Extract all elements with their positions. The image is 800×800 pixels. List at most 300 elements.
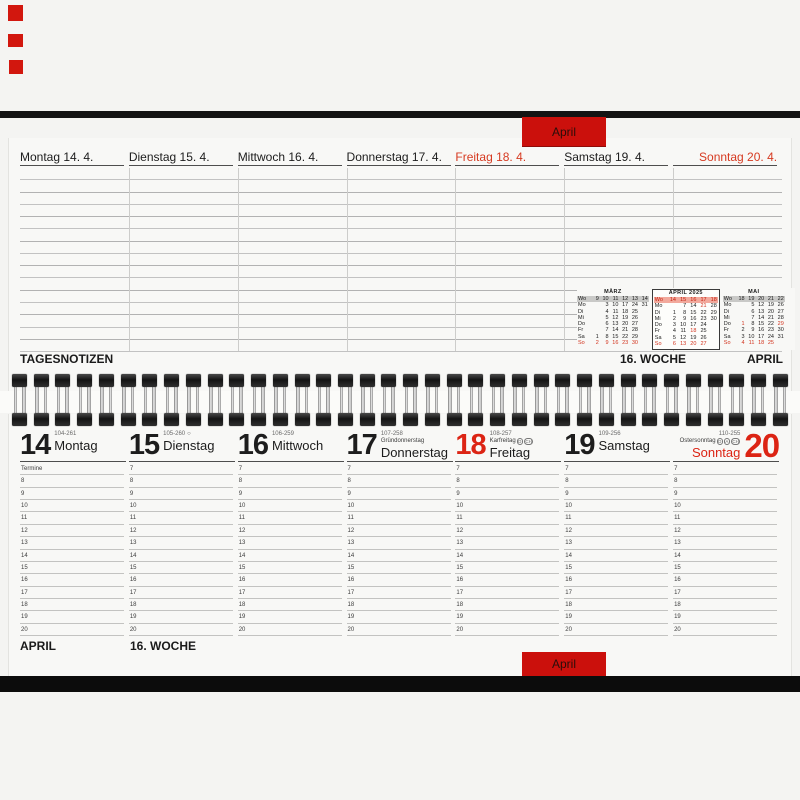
mini-day-number: 24 — [700, 322, 707, 329]
spiral-clamp-top — [534, 374, 549, 387]
hour-row: 13 — [129, 537, 233, 549]
spiral-clamp-bottom — [621, 413, 636, 426]
hour-row: 20 — [238, 624, 342, 636]
mini-day-number: 10 — [612, 302, 619, 309]
day-header-details — [54, 431, 97, 453]
hour-row: 10 — [20, 500, 124, 512]
hour-row: 12 — [238, 525, 342, 537]
spiral-clamp-bottom — [121, 413, 136, 426]
hour-row: 11 — [20, 512, 124, 524]
day-number: 19 — [564, 429, 595, 461]
mini-day-number: 2 — [741, 327, 745, 334]
hour-row: 20 — [564, 624, 668, 636]
mini-day-number: 27 — [700, 341, 707, 348]
mini-week-number: 19 — [746, 296, 756, 302]
mini-day-number: 2 — [595, 340, 599, 347]
hour-row: 8 — [564, 475, 668, 487]
mini-day-number: 23 — [700, 315, 707, 322]
mini-day-row-label: So — [578, 340, 585, 347]
day-hour-column — [20, 463, 124, 636]
spiral-clamp-bottom — [360, 413, 375, 426]
spiral-clamp-top — [55, 374, 70, 387]
spiral-loop — [316, 374, 331, 426]
hour-row: 13 — [238, 537, 342, 549]
mini-day-number: 22 — [767, 321, 774, 328]
spiral-clamp-top — [99, 374, 114, 387]
hour-row: 16 — [20, 574, 124, 586]
mini-day-number: 19 — [690, 334, 697, 341]
hour-row: 20 — [347, 624, 451, 636]
mini-day-number: 8 — [683, 309, 687, 316]
spiral-clamp-top — [642, 374, 657, 387]
mini-day-number: 4 — [741, 340, 745, 347]
mini-week-number: 15 — [677, 297, 687, 303]
spiral-loop — [360, 374, 375, 426]
hour-row: 14 — [129, 550, 233, 562]
mini-week-number: 14 — [639, 296, 649, 302]
spiral-loop — [34, 374, 49, 426]
hour-row: 8 — [673, 475, 777, 487]
spiral-loop — [251, 374, 266, 426]
calendar-base-band — [0, 676, 800, 692]
hour-row: 19 — [20, 611, 124, 623]
mini-day-number: 26 — [700, 334, 707, 341]
hour-row: 11 — [347, 512, 451, 524]
mini-day-number: 20 — [690, 341, 697, 348]
mini-day-number: 5 — [751, 302, 755, 309]
mini-day-number: 18 — [758, 340, 765, 347]
hour-row: 7 — [564, 463, 668, 475]
spiral-clamp-bottom — [99, 413, 114, 426]
hour-row: 9 — [564, 488, 668, 500]
hour-row: 16 — [129, 574, 233, 586]
mini-day-number: 28 — [777, 314, 784, 321]
hour-row: 11 — [455, 512, 559, 524]
hour-row: 10 — [347, 500, 451, 512]
spiral-clamp-top — [773, 374, 788, 387]
hour-row: 12 — [347, 525, 451, 537]
day-hour-column — [129, 463, 233, 636]
country-holiday-mark: D — [518, 439, 522, 444]
hour-row: 7 — [347, 463, 451, 475]
note-rule-line — [20, 216, 782, 217]
country-holiday-mark: D — [718, 439, 722, 444]
mini-day-number: 26 — [631, 314, 638, 321]
bottom-day-header — [129, 430, 235, 462]
spiral-clamp-bottom — [338, 413, 353, 426]
hour-row: 19 — [347, 611, 451, 623]
mini-day-number: 12 — [680, 334, 687, 341]
mini-day-number: 1 — [595, 333, 599, 340]
hour-row: 15 — [238, 562, 342, 574]
mini-day-number: 13 — [758, 308, 765, 315]
day-header-details — [381, 431, 448, 460]
spiral-clamp-bottom — [12, 413, 27, 426]
spiral-clamp-top — [164, 374, 179, 387]
mini-day-number: 12 — [612, 314, 619, 321]
spiral-clamp-top — [360, 374, 375, 387]
spiral-clamp-top — [77, 374, 92, 387]
mini-day-number: 15 — [758, 321, 765, 328]
background-red-tab — [8, 5, 23, 21]
mini-day-number: 9 — [751, 327, 755, 334]
mini-day-row-label: Mo — [578, 302, 586, 309]
mini-calendar-title: MÄRZ — [604, 289, 622, 295]
hour-row: 19 — [564, 611, 668, 623]
spiral-clamp-top — [34, 374, 49, 387]
hour-row: 8 — [20, 475, 124, 487]
bottom-day-header — [455, 430, 561, 462]
spiral-clamp-top — [121, 374, 136, 387]
spiral-clamp-top — [316, 374, 331, 387]
mini-day-number: 21 — [622, 327, 629, 334]
mini-week-number: 9 — [590, 296, 600, 302]
hour-row: 20 — [673, 624, 777, 636]
hour-row: 18 — [673, 599, 777, 611]
mini-day-row-label: Sa — [654, 334, 662, 341]
mini-day-number: 6 — [672, 341, 676, 348]
mini-day-number: 27 — [777, 308, 784, 315]
hour-row: 8 — [347, 475, 451, 487]
spiral-loop — [164, 374, 179, 426]
mini-day-number: 1 — [672, 309, 676, 316]
spiral-loop — [773, 374, 788, 426]
mini-calendar-title: APRIL 2025 — [668, 290, 703, 296]
spiral-clamp-top — [664, 374, 679, 387]
spiral-loop — [403, 374, 418, 426]
hour-row: 15 — [455, 562, 559, 574]
background-red-tab — [9, 60, 23, 74]
mini-week-number: 13 — [629, 296, 639, 302]
spiral-loop — [77, 374, 92, 426]
spiral-binding — [12, 374, 788, 426]
mini-day-number: 20 — [767, 308, 774, 315]
spiral-clamp-top — [555, 374, 570, 387]
top-day-header: Sonntag 20. 4. — [673, 150, 777, 166]
spiral-loop — [577, 374, 592, 426]
footer-week-label: 16. WOCHE — [130, 639, 197, 653]
spiral-loop — [121, 374, 136, 426]
mini-day-row-label: Do — [578, 321, 586, 328]
spiral-clamp-top — [295, 374, 310, 387]
mini-day-row-label: Fr — [723, 327, 729, 334]
mini-week-number: 14 — [667, 297, 677, 303]
spiral-clamp-bottom — [577, 413, 592, 426]
tagesnotizen-label: TAGESNOTIZEN — [20, 352, 114, 366]
spiral-clamp-top — [468, 374, 483, 387]
mini-day-number: 30 — [710, 315, 717, 322]
day-hour-column — [455, 463, 559, 636]
spiral-clamp-bottom — [251, 413, 266, 426]
spiral-loop — [142, 374, 157, 426]
day-number: 14 — [20, 429, 51, 461]
mini-day-number: 28 — [631, 327, 638, 334]
mini-day-number: 3 — [741, 333, 745, 340]
mini-day-number: 13 — [680, 341, 687, 348]
spiral-loop — [425, 374, 440, 426]
hour-row: 13 — [20, 537, 124, 549]
mini-week-number: 17 — [697, 297, 707, 303]
spiral-clamp-bottom — [447, 413, 462, 426]
mini-day-number: 15 — [690, 309, 697, 316]
mini-day-number: 1 — [741, 321, 745, 328]
day-hour-column — [347, 463, 451, 636]
mini-day-number: 20 — [622, 321, 629, 328]
spiral-clamp-bottom — [708, 413, 723, 426]
spiral-clamp-top — [229, 374, 244, 387]
mini-day-number: 7 — [605, 327, 609, 334]
mini-day-row-label: Mi — [654, 315, 661, 322]
hour-row: 9 — [129, 488, 233, 500]
mini-day-number: 24 — [631, 302, 638, 309]
mini-day-number: 7 — [751, 314, 755, 321]
hour-row: 15 — [673, 562, 777, 574]
mini-week-number: 21 — [765, 296, 775, 302]
mini-week-number: 11 — [610, 296, 620, 302]
hour-row: 9 — [673, 488, 777, 500]
moon-phase-icon: ○ — [187, 431, 191, 437]
top-day-header: Montag 14. 4. — [20, 150, 124, 166]
mini-day-number: 19 — [622, 314, 629, 321]
mini-day-number: 8 — [751, 321, 755, 328]
mini-week-number: 16 — [687, 297, 697, 303]
note-rule-line — [20, 179, 782, 180]
mini-day-number: 3 — [672, 322, 676, 329]
spiral-clamp-bottom — [77, 413, 92, 426]
mini-day-row-label: Do — [654, 322, 662, 329]
mini-calendar-overview — [577, 288, 795, 350]
spiral-clamp-bottom — [599, 413, 614, 426]
spiral-clamp-top — [577, 374, 592, 387]
spiral-loop — [751, 374, 766, 426]
mini-day-number: 31 — [777, 333, 784, 340]
hour-row: 7 — [455, 463, 559, 475]
mini-day-number: 21 — [700, 303, 707, 310]
mini-day-number: 5 — [672, 334, 676, 341]
country-holiday-mark: CH — [525, 439, 532, 444]
day-of-year: 106-259 — [271, 431, 294, 437]
hour-row: 18 — [129, 599, 233, 611]
column-separator — [564, 168, 565, 351]
mini-day-number: 11 — [680, 328, 687, 335]
hour-row: 13 — [455, 537, 559, 549]
mini-day-number: 2 — [672, 315, 676, 322]
holiday-name: Ostersonntag D A CH — [679, 438, 739, 444]
bottom-day-header — [238, 430, 344, 462]
spiral-loop — [642, 374, 657, 426]
note-rule-line — [20, 253, 782, 254]
note-rule-line — [20, 277, 782, 278]
day-header-details — [163, 431, 214, 453]
mini-day-number: 26 — [777, 302, 784, 309]
mini-week-row-label: Wo — [577, 296, 590, 302]
hour-row: 15 — [129, 562, 233, 574]
mini-day-number — [708, 341, 718, 347]
mini-day-number: 6 — [751, 308, 755, 315]
spiral-loop — [55, 374, 70, 426]
month-label-top: APRIL — [747, 352, 783, 366]
note-rule-line — [20, 192, 782, 193]
mini-calendar-grid — [577, 296, 649, 346]
day-name: Samstag — [598, 438, 650, 453]
mini-day-number: 12 — [758, 302, 765, 309]
day-name: Sonntag — [691, 445, 741, 460]
country-holiday-mark: A — [725, 439, 729, 444]
spiral-clamp-bottom — [468, 413, 483, 426]
bottom-day-header — [673, 427, 780, 464]
mini-day-row-label: Sa — [723, 333, 731, 340]
mini-day-number: 25 — [767, 340, 774, 347]
mini-day-row-label: Mi — [723, 314, 730, 321]
spiral-loop — [381, 374, 396, 426]
mini-day-number: 24 — [767, 333, 774, 340]
column-separator — [238, 168, 239, 351]
hour-row: 8 — [455, 475, 559, 487]
spiral-clamp-bottom — [425, 413, 440, 426]
hour-row: 12 — [129, 525, 233, 537]
spiral-clamp-top — [208, 374, 223, 387]
hour-row: 18 — [564, 599, 668, 611]
mini-day-number: 17 — [622, 302, 629, 309]
mini-week-number: 22 — [775, 296, 785, 302]
spiral-clamp-top — [186, 374, 201, 387]
mini-week-number: 10 — [600, 296, 610, 302]
mini-day-number: 16 — [690, 315, 697, 322]
column-separator — [455, 168, 456, 351]
day-header-details — [680, 431, 741, 460]
hour-row: 14 — [20, 550, 124, 562]
spiral-clamp-bottom — [686, 413, 701, 426]
mini-calendar-month — [652, 289, 720, 350]
mini-day-number: 30 — [777, 327, 784, 334]
hour-row: 16 — [238, 574, 342, 586]
mini-day-number: 9 — [605, 340, 609, 347]
holiday-name: Gründonnerstag — [380, 438, 425, 444]
mini-day-number: 6 — [605, 321, 609, 328]
note-rule-line — [20, 241, 782, 242]
mini-day-row-label: Di — [654, 309, 660, 316]
day-number: 17 — [346, 429, 377, 461]
day-name: Freitag — [489, 445, 531, 460]
spiral-loop — [273, 374, 288, 426]
mini-week-number: 18 — [708, 297, 718, 303]
day-name: Montag — [54, 438, 98, 453]
holiday-name: Karfreitag D CH — [489, 438, 532, 444]
spiral-clamp-bottom — [490, 413, 505, 426]
mini-week-row-label: Wo — [654, 297, 667, 303]
spiral-clamp-bottom — [208, 413, 223, 426]
mini-day-row-label: Di — [723, 308, 729, 315]
mini-day-number: 10 — [680, 322, 687, 329]
top-day-header: Donnerstag 17. 4. — [347, 150, 451, 166]
spiral-clamp-top — [273, 374, 288, 387]
hour-row: 17 — [20, 587, 124, 599]
mini-day-number: 15 — [612, 333, 619, 340]
mini-day-row-label: Fr — [578, 327, 584, 334]
hour-row: 12 — [673, 525, 777, 537]
mini-day-number: 29 — [631, 333, 638, 340]
mini-day-number: 10 — [748, 333, 755, 340]
top-day-header: Mittwoch 16. 4. — [238, 150, 342, 166]
hour-row: 9 — [455, 488, 559, 500]
mini-day-number: 18 — [622, 308, 629, 315]
note-rule-line — [20, 228, 782, 229]
hour-row: 10 — [129, 500, 233, 512]
hour-row: 16 — [455, 574, 559, 586]
spiral-clamp-top — [621, 374, 636, 387]
spiral-clamp-bottom — [273, 413, 288, 426]
spiral-clamp-top — [686, 374, 701, 387]
hour-row: 18 — [238, 599, 342, 611]
spiral-clamp-top — [512, 374, 527, 387]
spiral-clamp-top — [751, 374, 766, 387]
hour-row: 19 — [455, 611, 559, 623]
spiral-clamp-top — [425, 374, 440, 387]
hour-row: 16 — [673, 574, 777, 586]
day-of-year: 110-255 — [718, 431, 741, 437]
day-header-details — [599, 431, 650, 453]
month-tab-bottom-label: April — [551, 657, 576, 671]
mini-calendar-title: MAI — [748, 289, 760, 295]
spiral-clamp-top — [142, 374, 157, 387]
mini-calendar-grid — [654, 297, 718, 347]
mini-day-number — [639, 340, 649, 346]
mini-week-number: 20 — [755, 296, 765, 302]
hour-row: 10 — [564, 500, 668, 512]
mini-day-row-label: So — [723, 340, 731, 347]
mini-day-number: 17 — [758, 333, 765, 340]
mini-calendar-month — [723, 289, 785, 350]
spiral-clamp-bottom — [381, 413, 396, 426]
bottom-day-header — [20, 430, 126, 462]
hour-row: 14 — [564, 550, 668, 562]
mini-day-number: 29 — [777, 321, 784, 328]
hour-row: 14 — [347, 550, 451, 562]
spiral-clamp-bottom — [229, 413, 244, 426]
mini-day-number: 14 — [612, 327, 619, 334]
hour-row: 11 — [564, 512, 668, 524]
spiral-clamp-top — [338, 374, 353, 387]
mini-day-row-label: Fr — [654, 328, 660, 335]
day-of-year: 104-261 — [54, 431, 77, 437]
spiral-clamp-bottom — [142, 413, 157, 426]
mini-calendar-month — [577, 289, 649, 350]
spiral-loop — [555, 374, 570, 426]
month-tab-top-label: April — [551, 124, 576, 139]
spiral-clamp-bottom — [295, 413, 310, 426]
hour-row: 15 — [564, 562, 668, 574]
spiral-clamp-bottom — [555, 413, 570, 426]
spiral-clamp-top — [599, 374, 614, 387]
mini-day-row-label: Sa — [578, 333, 585, 340]
day-of-year: 107-258 — [380, 431, 403, 437]
country-holiday-mark: CH — [732, 439, 739, 444]
month-tab-top — [522, 117, 606, 147]
day-number: 15 — [128, 429, 160, 461]
spiral-loop — [447, 374, 462, 426]
mini-day-number: 17 — [690, 322, 697, 329]
mini-day-number: 8 — [605, 333, 609, 340]
hour-row: 19 — [129, 611, 233, 623]
hour-row: 15 — [20, 562, 124, 574]
hour-row: 16 — [564, 574, 668, 586]
hour-row: 12 — [455, 525, 559, 537]
spiral-loop — [295, 374, 310, 426]
hour-row: 11 — [673, 512, 777, 524]
spiral-clamp-top — [490, 374, 505, 387]
hour-row: 13 — [564, 537, 668, 549]
hour-row: 20 — [455, 624, 559, 636]
